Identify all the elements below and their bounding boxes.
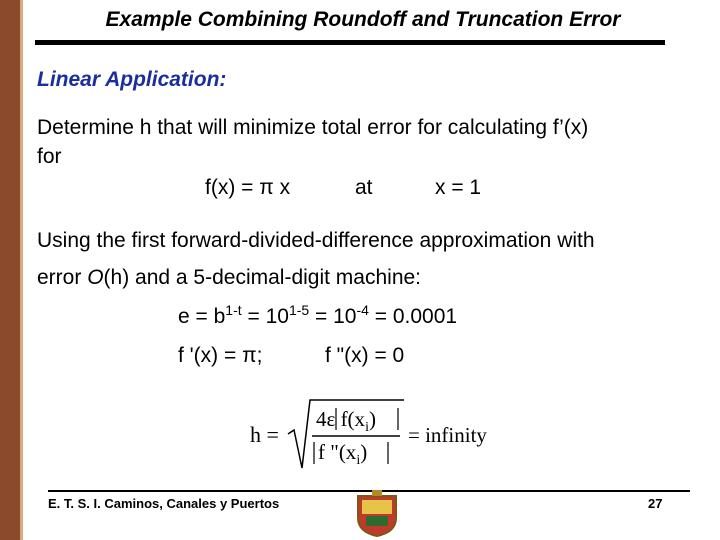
title-divider (35, 40, 665, 45)
slide-title: Example Combining Roundoff and Truncation Error (105, 8, 621, 31)
formula-denominator: f "$(x_i)$ (318, 440, 368, 468)
method-description-cont: error O(h) and a 5-decimal-digit machine: (37, 266, 422, 289)
first-derivative: f '(x) = π; (178, 344, 263, 367)
at-label: at (355, 176, 373, 199)
formula-numerator: 4ε $f(x_i)$ (316, 407, 376, 435)
formula-result: = infinity (408, 423, 487, 447)
function-definition: f(x) = π x (205, 176, 291, 199)
left-decorative-bar (0, 0, 20, 540)
problem-statement-cont: for (37, 145, 62, 168)
method-description: Using the first forward-divided-difference approximation with (37, 229, 595, 252)
university-crest-icon (352, 490, 402, 538)
left-decorative-stripe (20, 0, 23, 540)
page-number: 27 (648, 496, 663, 511)
second-derivative: f "(x) = 0 (325, 344, 405, 367)
problem-statement: Determine h that will minimize total error for calculating f’(x) (37, 116, 589, 139)
formula-h-label: h = (250, 422, 279, 447)
slide-subtitle: Linear Application: (37, 68, 227, 91)
evaluation-point: x = 1 (435, 176, 482, 199)
optimal-h-formula (248, 396, 508, 476)
machine-epsilon-equation: $e = b^{1-t} = 10^{1-5} = 10^{-4} = 0.0001$ (178, 302, 458, 328)
footer-authors: E. T. S. I. Caminos, Canales y Puertos (48, 496, 280, 511)
